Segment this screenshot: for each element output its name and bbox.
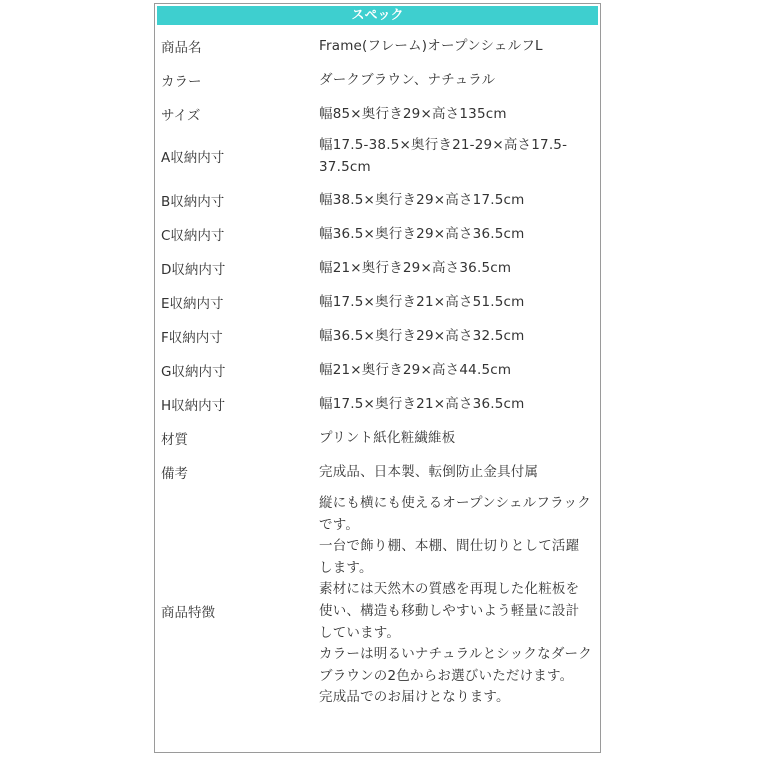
spec-table-title: スペック	[157, 6, 598, 25]
spec-row-storage-h	[155, 391, 600, 417]
row-label: B収納内寸	[161, 194, 225, 210]
row-label: A収納内寸	[161, 150, 225, 166]
row-value: 幅17.5-38.5×奥行き21-29×高さ17.5-37.5cm	[319, 137, 568, 175]
spec-table	[154, 3, 601, 753]
row-value: 幅38.5×奥行き29×高さ17.5cm	[319, 192, 525, 208]
spec-row-features	[155, 493, 600, 729]
row-label: 商品特徴	[161, 605, 215, 621]
spec-row-storage-d	[155, 255, 600, 281]
row-label: D収納内寸	[161, 262, 226, 278]
row-label: 商品名	[161, 40, 202, 56]
row-value: 幅21×奥行き29×高さ44.5cm	[319, 362, 512, 378]
row-label: F収納内寸	[161, 330, 223, 346]
spec-row-color	[155, 67, 600, 93]
row-value: 縦にも横にも使えるオープンシェルフラックです。 一台で飾り棚、本棚、間仕切りとして活躍します。 素材には天然木の質感を再現した化粧板を使い、構造も移動しやすいよう軽量に設計しています。 カラーは明るいナチュラルとシックなダークブラウンの2色からお選びいただけます。 完成品でのお届けとなります。	[319, 495, 592, 706]
row-label: カラー	[161, 74, 202, 90]
spec-row-storage-c	[155, 221, 600, 247]
row-value: 幅17.5×奥行き21×高さ36.5cm	[319, 396, 525, 412]
row-value: プリント紙化粧繊維板	[319, 430, 456, 446]
spec-row-storage-a	[155, 133, 600, 179]
spec-row-storage-g	[155, 357, 600, 383]
row-label: G収納内寸	[161, 364, 226, 380]
row-value: 幅36.5×奥行き29×高さ32.5cm	[319, 328, 525, 344]
row-label: サイズ	[161, 108, 201, 124]
row-value: ダークブラウン、ナチュラル	[319, 72, 496, 88]
row-value: 幅85×奥行き29×高さ135cm	[319, 106, 507, 122]
spec-row-material	[155, 425, 600, 451]
row-value: 幅21×奥行き29×高さ36.5cm	[319, 260, 512, 276]
spec-row-notes	[155, 459, 600, 485]
row-label: 備考	[161, 466, 188, 482]
row-label: E収納内寸	[161, 296, 224, 312]
row-value: 完成品、日本製、転倒防止金具付属	[319, 464, 539, 480]
row-value: 幅17.5×奥行き21×高さ51.5cm	[319, 294, 525, 310]
spec-row-storage-f	[155, 323, 600, 349]
row-label: 材質	[161, 432, 188, 448]
row-label: H収納内寸	[161, 398, 226, 414]
row-value: 幅36.5×奥行き29×高さ36.5cm	[319, 226, 525, 242]
spec-row-product-name	[155, 33, 600, 59]
spec-row-size	[155, 101, 600, 127]
row-label: C収納内寸	[161, 228, 225, 244]
spec-row-storage-e	[155, 289, 600, 315]
row-value: Frame(フレーム)オープンシェルフL	[319, 38, 543, 54]
spec-row-storage-b	[155, 187, 600, 213]
